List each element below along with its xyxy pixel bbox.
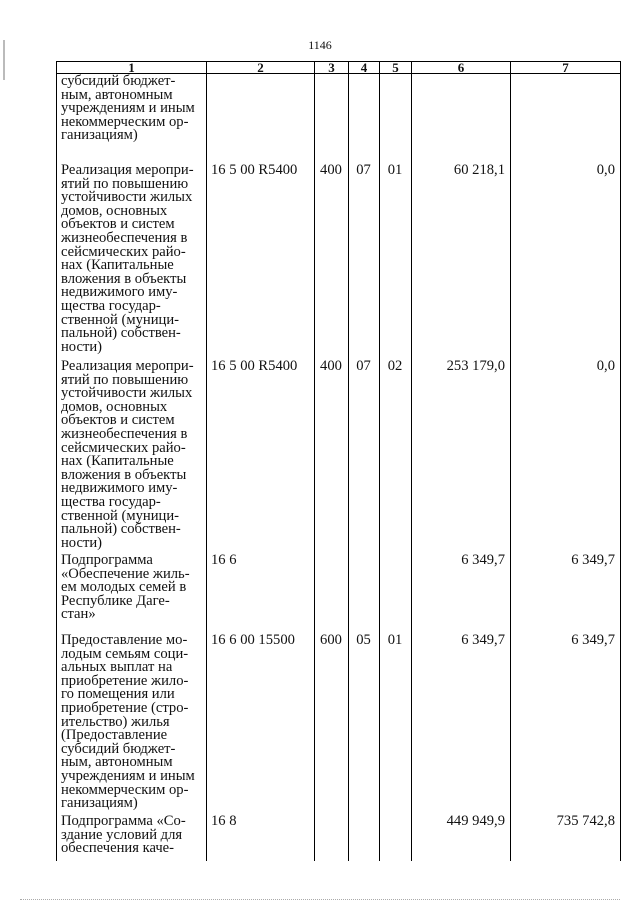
row-expense-type <box>315 74 349 164</box>
description-line: объектов и систем <box>61 412 175 429</box>
row-amount-year-1: 60 218,1 <box>412 163 511 359</box>
description-line: объектов и систем <box>61 216 175 233</box>
description-line: Подпрограмма «Со- <box>61 813 186 829</box>
row-subsection <box>380 74 412 164</box>
description-line: приобретение (стро- <box>61 699 189 716</box>
row-subsection <box>380 814 412 861</box>
row-amount-year-1: 6 349,7 <box>412 633 511 814</box>
description-line: учреждениям и иным <box>61 100 195 117</box>
description-line: некоммерческим ор- <box>61 113 189 130</box>
row-code: 16 6 00 15500 <box>207 633 315 814</box>
description-line: пальной) собствен- <box>61 521 181 538</box>
description-line: ем молодых семей в <box>61 579 187 596</box>
header-col-7: 7 <box>511 62 621 74</box>
description-line: пальной) собствен- <box>61 325 181 342</box>
description-line: Реализация меропри- <box>61 358 194 374</box>
description-line: ственной (муници- <box>61 311 180 328</box>
row-expense-type: 400 <box>315 163 349 359</box>
header-col-5: 5 <box>380 62 412 74</box>
row-expense-type: 400 <box>315 359 349 553</box>
row-code: 16 8 <box>207 814 315 861</box>
description-line: ности) <box>61 338 102 355</box>
description-line: щества государ- <box>61 493 161 510</box>
row-subsection: 01 <box>380 633 412 814</box>
row-section <box>349 814 380 861</box>
header-col-4: 4 <box>349 62 380 74</box>
row-section: 07 <box>349 163 380 359</box>
row-code: 16 6 <box>207 553 315 633</box>
table-row <box>57 633 621 814</box>
row-amount-year-2: 0,0 <box>511 359 621 553</box>
row-amount-year-2: 735 742,8 <box>511 814 621 861</box>
row-subsection: 02 <box>380 359 412 553</box>
description-line: здание условий для <box>61 826 183 843</box>
row-amount-year-2 <box>511 74 621 164</box>
row-description <box>57 74 207 164</box>
row-section <box>349 74 380 164</box>
row-description <box>57 163 207 359</box>
row-description <box>57 553 207 633</box>
table-row <box>57 814 621 861</box>
table-row <box>57 553 621 633</box>
description-line: лодым семьям соци- <box>61 645 189 662</box>
row-amount-year-1: 6 349,7 <box>412 553 511 633</box>
row-amount-year-2: 6 349,7 <box>511 633 621 814</box>
description-line: «Обеспечение жиль- <box>61 565 190 582</box>
description-line: домов, основных <box>61 398 168 415</box>
description-line: го помещения или <box>61 686 175 703</box>
row-expense-type: 600 <box>315 633 349 814</box>
description-line: нах (Капитальные <box>61 453 174 470</box>
row-subsection <box>380 553 412 633</box>
row-section <box>349 553 380 633</box>
table-header-row <box>57 62 621 74</box>
description-line: некоммерческим ор- <box>61 781 189 798</box>
description-line: устойчивости жилых <box>61 189 193 206</box>
description-line: обеспечения каче- <box>61 840 175 857</box>
row-subsection: 01 <box>380 163 412 359</box>
description-line: щества государ- <box>61 297 161 314</box>
row-description <box>57 359 207 553</box>
description-line: нах (Капитальные <box>61 257 174 274</box>
description-line: стан» <box>61 606 96 623</box>
row-amount-year-1: 253 179,0 <box>412 359 511 553</box>
row-amount-year-1 <box>412 74 511 164</box>
description-line: сейсмических райо- <box>61 243 186 260</box>
description-line: ганизациям) <box>61 795 138 812</box>
description-line: Реализация меропри- <box>61 162 194 178</box>
description-line: жизнеобеспечения в <box>61 425 188 442</box>
description-line: Подпрограмма <box>61 552 153 568</box>
description-line: ности) <box>61 534 102 551</box>
row-amount-year-2: 0,0 <box>511 163 621 359</box>
row-expense-type <box>315 814 349 861</box>
header-col-1: 1 <box>57 62 207 74</box>
row-amount-year-2: 6 349,7 <box>511 553 621 633</box>
row-code: 16 5 00 R5400 <box>207 359 315 553</box>
description-line: ным, автономным <box>61 754 173 771</box>
row-description <box>57 814 207 861</box>
description-line: ятий по повышению <box>61 175 189 192</box>
description-line: альных выплат на <box>61 659 173 676</box>
row-description <box>57 633 207 814</box>
page-number: 1146 <box>308 38 332 52</box>
table-row <box>57 359 621 553</box>
description-line: учреждениям и иным <box>61 767 195 784</box>
row-amount-year-1: 449 949,9 <box>412 814 511 861</box>
description-line: устойчивости жилых <box>61 385 193 402</box>
header-col-2: 2 <box>207 62 315 74</box>
description-line: вложения в объекты <box>61 466 187 483</box>
description-line: (Предоставление <box>61 727 168 744</box>
description-line: Республике Даге- <box>61 592 170 609</box>
description-line: ятий по повышению <box>61 371 189 388</box>
description-line: субсидий бюджет- <box>61 740 176 757</box>
description-line: домов, основных <box>61 202 168 219</box>
description-line: недвижимого иму- <box>61 284 178 301</box>
header-col-6: 6 <box>412 62 511 74</box>
scan-bottom-edge <box>20 899 620 901</box>
description-line: вложения в объекты <box>61 270 187 287</box>
table-row <box>57 163 621 359</box>
description-line: жизнеобеспечения в <box>61 229 188 246</box>
budget-table <box>56 61 621 861</box>
description-line: ганизациям) <box>61 127 138 144</box>
description-line: приобретение жило- <box>61 672 189 689</box>
row-section: 07 <box>349 359 380 553</box>
header-col-3: 3 <box>315 62 349 74</box>
description-line: ным, автономным <box>61 86 173 103</box>
description-line: недвижимого иму- <box>61 480 178 497</box>
row-code <box>207 74 315 164</box>
description-line: Предоставление мо- <box>61 632 188 648</box>
row-expense-type <box>315 553 349 633</box>
description-line: ительство) жилья <box>61 713 170 730</box>
row-code: 16 5 00 R5400 <box>207 163 315 359</box>
row-section: 05 <box>349 633 380 814</box>
description-line: ственной (муници- <box>61 507 180 524</box>
table-row <box>57 74 621 164</box>
description-line: сейсмических райо- <box>61 439 186 456</box>
description-line: субсидий бюджет- <box>61 73 176 89</box>
